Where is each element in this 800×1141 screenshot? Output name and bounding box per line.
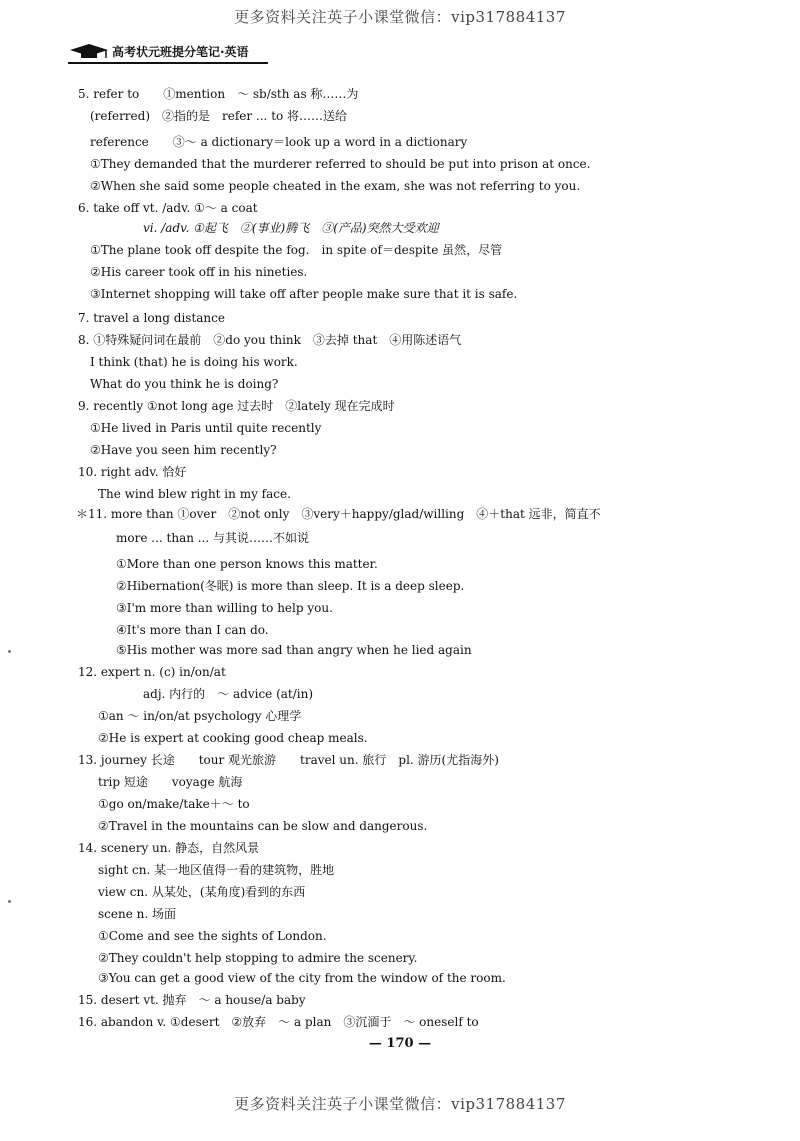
text-line: (referred) ②指的是 refer ... to 将……送给	[90, 109, 348, 123]
text-line: ④It's more than I can do.	[116, 623, 269, 637]
text-line: ＊11. more than ①over ②not only ③very＋happy/glad/willing ④＋that 远非，简直不	[76, 507, 601, 521]
text-line: ⑤His mother was more sad than angry when he lied again	[116, 643, 472, 657]
text-line: ③I'm more than willing to help you.	[116, 601, 333, 615]
text-line: ②When she said some people cheated in the exam, she was not referring to you.	[90, 179, 581, 193]
text-line: vi. /adv. ①起飞 ②(事业)腾飞 ③(产品)突然大受欢迎	[143, 221, 439, 235]
scan-speck	[8, 650, 11, 653]
text-line: ②His career took off in his nineties.	[90, 265, 308, 279]
graduation-cap-icon	[68, 42, 110, 60]
text-line: What do you think he is doing?	[90, 377, 279, 391]
text-line: 14. scenery un. 静态，自然风景	[78, 841, 260, 855]
text-line: 6. take off vt. /adv. ①～ a coat	[78, 201, 258, 215]
text-line: 7. travel a long distance	[78, 311, 225, 325]
text-line: ③You can get a good view of the city from the window of the room.	[98, 971, 506, 985]
text-line: 10. right adv. 恰好	[78, 465, 187, 479]
text-line: ②Hibernation(冬眠) is more than sleep. It is a deep sleep.	[116, 579, 465, 593]
text-line: ①He lived in Paris until quite recently	[90, 421, 322, 435]
watermark-bottom: 更多资料关注英子小课堂微信：vip317884137	[234, 1095, 566, 1113]
text-line: ①The plane took off despite the fog. in spite of＝despite 虽然，尽管	[90, 243, 503, 257]
text-line: ②Have you seen him recently?	[90, 443, 277, 457]
text-line: trip 短途 voyage 航海	[98, 775, 243, 789]
text-line: 9. recently ①not long age 过去时 ②lately 现在完成时	[78, 399, 395, 413]
text-line: 15. desert vt. 抛弃 ～ a house/a baby	[78, 993, 306, 1007]
text-line: ③Internet shopping will take off after people make sure that it is safe.	[90, 287, 518, 301]
text-line: 16. abandon v. ①desert ②放弃 ～ a plan ③沉湎于 ～ oneself to	[78, 1015, 479, 1029]
text-line: The wind blew right in my face.	[98, 487, 291, 501]
text-line: ①an ～ in/on/at psychology 心理学	[98, 709, 302, 723]
text-line: view cn. 从某处，(某角度)看到的东西	[98, 885, 306, 899]
header-title: 高考状元班提分笔记·英语	[112, 45, 249, 59]
text-line: ①More than one person knows this matter.	[116, 557, 378, 571]
text-line: sight cn. 某一地区值得一看的建筑物，胜地	[98, 863, 335, 877]
scan-speck	[8, 900, 11, 903]
text-line: more ... than ... 与其说……不如说	[116, 531, 310, 545]
text-line: ①They demanded that the murderer referred to should be put into prison at once.	[90, 157, 591, 171]
text-line: 8. ①特殊疑问词在最前 ②do you think ③去掉 that ④用陈述语气	[78, 333, 462, 347]
text-line: 5. refer to ①mention ～ sb/sth as 称……为	[78, 87, 359, 101]
text-line: scene n. 场面	[98, 907, 176, 921]
text-line: ②They couldn't help stopping to admire the scenery.	[98, 951, 418, 965]
text-line: reference ③～ a dictionary＝look up a word in a dictionary	[90, 135, 468, 149]
page-header	[68, 40, 298, 62]
watermark-top: 更多资料关注英子小课堂微信：vip317884137	[234, 8, 566, 26]
header-rule	[68, 62, 268, 64]
text-line: 12. expert n. (c) in/on/at	[78, 665, 226, 679]
text-line: adj. 内行的 ～ advice (at/in)	[143, 687, 314, 701]
text-line: ②He is expert at cooking good cheap meals.	[98, 731, 368, 745]
text-line: 13. journey 长途 tour 观光旅游 travel un. 旅行 pl. 游历(尤指海外)	[78, 753, 499, 767]
text-line: I think (that) he is doing his work.	[90, 355, 298, 369]
page-number: — 170 —	[368, 1036, 432, 1051]
text-line: ①Come and see the sights of London.	[98, 929, 327, 943]
text-line: ①go on/make/take＋～ to	[98, 797, 250, 811]
text-line: ②Travel in the mountains can be slow and dangerous.	[98, 819, 428, 833]
